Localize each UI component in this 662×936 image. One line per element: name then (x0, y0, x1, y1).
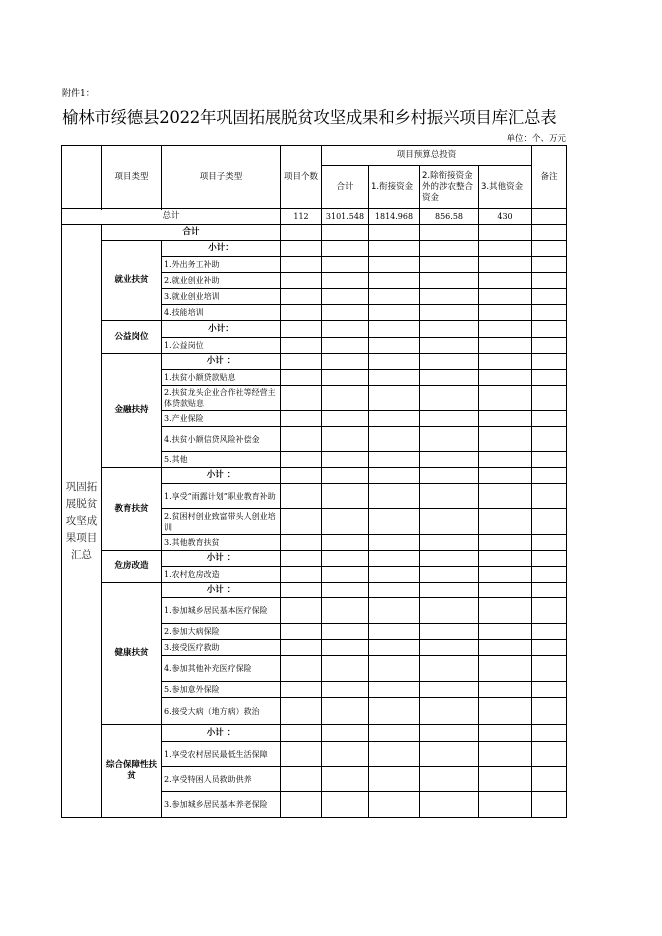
subtotal-label: 小计 ： (162, 583, 281, 598)
header-remarks: 备注 (532, 146, 567, 209)
category-finance: 金融扶持 (102, 354, 162, 468)
subtotal-label: 小计 ： (162, 468, 281, 484)
header-project-subtype: 项目子类型 (162, 146, 281, 209)
list-item: 3.参加城乡居民基本养老保险 (162, 792, 281, 818)
header-fund2: 2.除衔接资金外的涉农整合资金 (420, 166, 479, 209)
list-item: 1.农村危房改造 (162, 567, 281, 583)
list-item: 3.就业创业培训 (162, 289, 281, 305)
subtotal-label: 小计： (162, 241, 281, 257)
header-project-count: 项目个数 (281, 146, 322, 209)
header-project-type: 项目类型 (102, 146, 162, 209)
total-fund2: 856.58 (420, 209, 479, 225)
subtotal-label: 小计： (162, 321, 281, 338)
list-item: 4.参加其他补充医疗保险 (162, 656, 281, 682)
list-item: 6.接受大病（地方病）救治 (162, 698, 281, 725)
category-education: 教育扶贫 (102, 468, 162, 551)
category-security: 综合保障性扶贫 (102, 725, 162, 818)
list-item: 1.享受“雨露计划”职业教育补助 (162, 484, 281, 509)
corner-cell (62, 146, 102, 209)
list-item: 1.公益岗位 (162, 338, 281, 354)
group-label: 巩固拓展脱贫攻坚成果项目汇总 (62, 225, 102, 818)
list-item: 5.参加意外保险 (162, 682, 281, 698)
total-fund3: 430 (479, 209, 532, 225)
list-item: 2.就业创业补助 (162, 273, 281, 289)
category-employment: 就业扶贫 (102, 241, 162, 321)
category-housing: 危房改造 (102, 551, 162, 583)
list-item: 3.产业保险 (162, 411, 281, 427)
list-item: 2.享受特困人员救助供养 (162, 767, 281, 792)
header-budget-total: 项目预算总投资 (322, 146, 532, 166)
group-sum-label: 合计 (102, 225, 281, 241)
list-item: 2.贫困村创业致富带头人创业培训 (162, 509, 281, 535)
list-item: 3.接受医疗救助 (162, 640, 281, 656)
list-item: 2.扶贫龙头企业合作社等经营主体贷款贴息 (162, 386, 281, 411)
attachment-label: 附件1： (62, 89, 95, 99)
list-item: 2.参加大病保险 (162, 624, 281, 640)
subtotal-label: 小计 ： (162, 551, 281, 567)
list-item: 4.技能培训 (162, 305, 281, 321)
list-item: 1.参加城乡居民基本医疗保险 (162, 598, 281, 624)
total-label: 总计 (62, 209, 281, 225)
list-item: 1.扶贫小额贷款贴息 (162, 370, 281, 386)
list-item: 4.扶贫小额信贷风险补偿金 (162, 427, 281, 452)
summary-table (61, 145, 567, 818)
list-item: 5.其他 (162, 452, 281, 468)
list-item: 1.外出务工补助 (162, 257, 281, 273)
total-fund1: 1814.968 (369, 209, 420, 225)
header-sum: 合计 (322, 166, 369, 209)
unit-label: 单位：个、万元 (506, 134, 566, 144)
header-fund3: 3.其他资金 (479, 166, 532, 209)
category-public-posts: 公益岗位 (102, 321, 162, 354)
list-item: 3.其他教育扶贫 (162, 535, 281, 551)
total-count: 112 (281, 209, 322, 225)
list-item: 1.享受农村居民最低生活保障 (162, 742, 281, 767)
category-health: 健康扶贫 (102, 583, 162, 725)
header-fund1: 1.衔接资金 (369, 166, 420, 209)
subtotal-label: 小计 ： (162, 354, 281, 370)
total-sum: 3101.548 (322, 209, 369, 225)
subtotal-label: 小计 ： (162, 725, 281, 742)
page-title: 榆林市绥德县2022年巩固拓展脱贫攻坚成果和乡村振兴项目库汇总表 (62, 108, 557, 127)
